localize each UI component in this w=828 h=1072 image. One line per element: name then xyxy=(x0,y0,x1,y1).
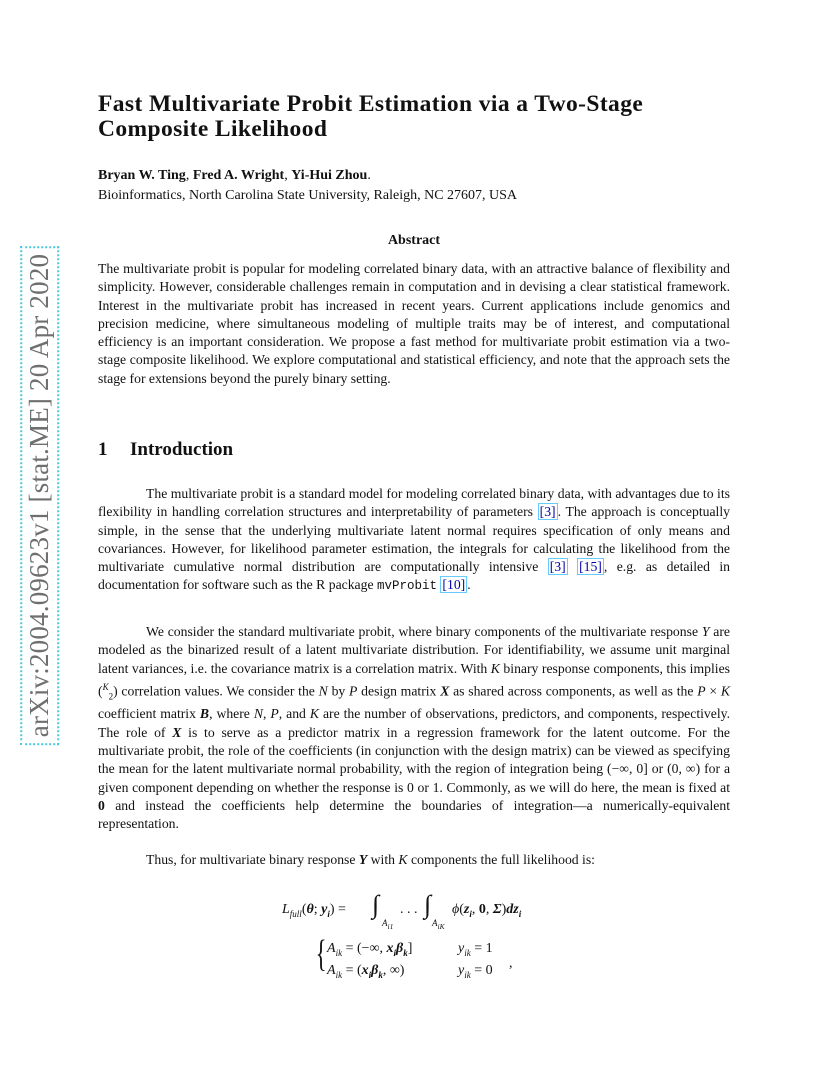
intro-paragraph-3: Thus, for multivariate binary response Y with K components the full likelihood is: xyxy=(146,852,595,867)
citation-link[interactable]: [3] xyxy=(549,559,566,575)
citation-link[interactable]: [3] xyxy=(539,504,556,520)
abstract-text: The multivariate probit is popular for modeling correlated binary data, with an attractive balance of flexibility and simplicity. However, considerable challenges remain in computation and in devising a clear statistical framework. Interest in the multivariate probit has increased in recent years. Current applications include genomics and precision medicine, where simultaneous modeling of multiple traits may be of interest, and computational efficiency is an important consideration. We propose a fast method for multivariate probit estimation via a two-stage composite likelihood. We explore computational and statistical efficiency, and note that the approach sets the stage for extensions beyond the purely binary setting. xyxy=(98,261,730,386)
intro-paragraph-2: We consider the standard multivariate probit, where binary components of the multivariate response Y are modeled as the binarized result of a latent multivariate distribution. For identifiability, we assume unit marginal latent variances, i.e. the covariance matrix is a correlation matrix. With K binary response components, this implies ($^K_2$) correlation values. We consider the N by P design matrix X as shared across components, as well as the P × K coefficient matrix B, where N, P, and K are the number of observations, predictors, and components, respectively. The role of X is to serve as a predictor matrix in a regression framework for the latent outcome. For the multivariate probit, the role of the coefficients (in conjunction with the design matrix) can be viewed as specifying the mean for the latent multivariate normal probability, with the region of integration being (−∞, 0] or (0, ∞) for a given component depending on whether the response is 0 or 1. Commonly, as we will do here, the mean is fixed at 0 and instead the coefficients help determine the boundaries of integration—a numerically-equivalent representation. xyxy=(98,624,731,832)
author: Fred A. Wright xyxy=(192,168,285,183)
arxiv-stamp xyxy=(20,245,60,745)
section-title: Introduction xyxy=(130,439,234,460)
paper-title: Fast Multivariate Probit Estimation via a Two-Stage Composite Likelihood xyxy=(98,91,644,142)
citation-link[interactable]: [10] xyxy=(442,577,466,593)
author-list: Bryan W. Ting, Fred A. Wright, Yi-Hui Zhou. xyxy=(98,168,371,183)
abstract-heading: Abstract xyxy=(387,233,441,248)
section-number: 1 xyxy=(98,439,108,460)
citation-link[interactable]: [15] xyxy=(579,559,602,575)
package-name: mvProbit xyxy=(376,579,437,594)
intro-paragraph-1: The multivariate probit is a standard model for modeling correlated binary data, with advantages due to its flexibility in handling correlation structures and interpretability of parameters [3] . The approach is conceptually simple, in the sense that the underlying multivariate latent normal requires specification of only means and covariances. However, for likelihood parameter estimation, the integrals for calculating the likelihood from the multivariate cumulative normal distribution are computationally intensive [3] [15] , e.g. as detailed in documentation for software such as the R package mvProbit [10] . xyxy=(98,486,731,594)
section-heading xyxy=(98,439,233,461)
author: Bryan W. Ting xyxy=(98,168,186,183)
arxiv-identifier: arXiv:2004.09623v1 [stat.ME] 20 Apr 2020 xyxy=(21,245,60,744)
author: Yi-Hui Zhou xyxy=(291,168,368,183)
affiliation: Bioinformatics, North Carolina State University, Raleigh, NC 27607, USA xyxy=(98,188,518,203)
